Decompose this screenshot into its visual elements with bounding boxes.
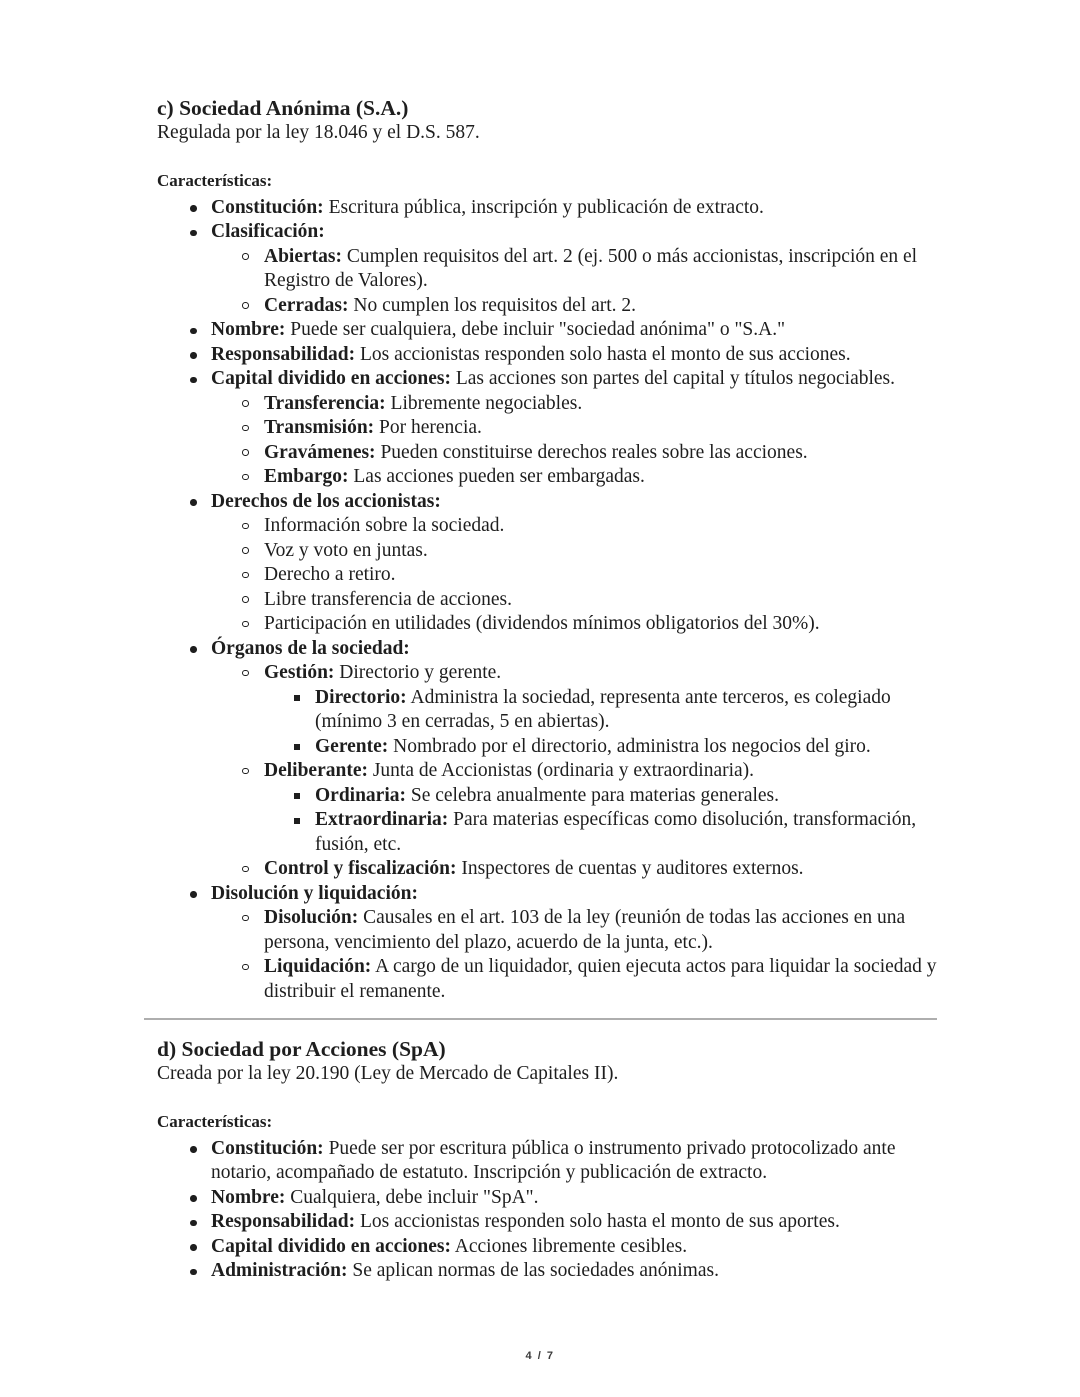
list-item bbox=[157, 416, 937, 441]
bullet-marker bbox=[242, 866, 249, 873]
list-item bbox=[157, 735, 937, 760]
item-text: Por herencia. bbox=[374, 417, 482, 438]
list-item bbox=[157, 637, 937, 662]
bullet-marker bbox=[190, 1269, 197, 1276]
bullet-marker bbox=[242, 572, 249, 579]
bullet-marker bbox=[190, 646, 197, 653]
list-item bbox=[157, 1259, 937, 1284]
bullet-marker bbox=[242, 547, 249, 554]
item-term: Disolución y liquidación: bbox=[211, 882, 418, 904]
list-item bbox=[157, 1235, 937, 1260]
bullet-marker bbox=[190, 1146, 197, 1153]
bullet-marker bbox=[242, 523, 249, 530]
list-item bbox=[157, 906, 937, 955]
list-item bbox=[157, 441, 937, 466]
item-text: Puede ser por escritura pública o instrumento privado protocolizado ante notario, acompañado de estatuto. Inscripción y publicación de extracto. bbox=[211, 1137, 896, 1183]
section-divider bbox=[144, 1018, 937, 1020]
section-subtitle: Regulada por la ley 18.046 y el D.S. 587. bbox=[157, 122, 480, 143]
list-item bbox=[157, 612, 937, 637]
item-term: Ordinaria: bbox=[315, 784, 406, 806]
list-item bbox=[157, 686, 937, 735]
item-term: Capital dividido en acciones: bbox=[211, 368, 451, 389]
bullet-marker bbox=[242, 449, 249, 456]
item-text: Cumplen requisitos del art. 2 (ej. 500 o más accionistas, inscripción en el Registro de Valores). bbox=[264, 245, 918, 291]
bullet-marker bbox=[190, 352, 197, 359]
item-term: Derechos de los accionistas: bbox=[211, 490, 441, 512]
item-term: Extraordinaria: bbox=[315, 809, 449, 830]
item-text: Los accionistas responden solo hasta el monto de sus acciones. bbox=[355, 343, 851, 365]
list-item bbox=[157, 588, 937, 613]
section-title: c) Sociedad Anónima (S.A.) bbox=[157, 96, 409, 120]
item-term: Control y fiscalización: bbox=[264, 858, 457, 879]
list-heading: Características: bbox=[157, 1111, 273, 1131]
item-text: Las acciones pueden ser embargadas. bbox=[348, 466, 645, 487]
item-text: Inspectores de cuentas y auditores externos. bbox=[456, 858, 804, 879]
list-item bbox=[157, 245, 937, 294]
item-term: Clasificación: bbox=[211, 221, 325, 242]
page-number: 4 / 7 bbox=[525, 1350, 555, 1362]
item-term: Abiertas: bbox=[264, 245, 342, 267]
item-text: Administra la sociedad, representa ante terceros, es colegiado (mínimo 3 en cerradas, 5 en abiertas). bbox=[315, 686, 891, 732]
item-term: Capital dividido en acciones: bbox=[211, 1235, 451, 1257]
section-subtitle: Creada por la ley 20.190 (Ley de Mercado de Capitales II). bbox=[157, 1063, 619, 1084]
item-text: Los accionistas responden solo hasta el monto de sus aportes. bbox=[355, 1211, 840, 1232]
item-text: A cargo de un liquidador, quien ejecuta actos para liquidar la sociedad y distribuir el remanente. bbox=[264, 956, 937, 1002]
bullet-list bbox=[157, 196, 937, 1005]
bullet-marker bbox=[242, 474, 249, 481]
item-text: Derecho a retiro. bbox=[264, 564, 396, 585]
list-item bbox=[157, 784, 937, 809]
bullet-marker bbox=[242, 915, 249, 922]
bullet-marker bbox=[190, 328, 197, 335]
item-text: Directorio y gerente. bbox=[334, 662, 502, 683]
item-text: Nombrado por el directorio, administra los negocios del giro. bbox=[388, 735, 871, 757]
bullet-marker bbox=[242, 964, 249, 971]
item-term: Transmisión: bbox=[264, 417, 375, 438]
item-text: Las acciones son partes del capital y títulos negociables. bbox=[450, 368, 896, 389]
item-text: Acciones libremente cesibles. bbox=[450, 1235, 688, 1257]
list-item bbox=[157, 563, 937, 588]
item-term: Responsabilidad: bbox=[211, 343, 356, 365]
bullet-marker bbox=[242, 596, 249, 603]
bullet-marker bbox=[242, 670, 249, 677]
item-term: Constitución: bbox=[211, 1137, 324, 1159]
item-term: Gerente: bbox=[315, 735, 389, 757]
item-text: Libre transferencia de acciones. bbox=[264, 588, 512, 610]
bullet-marker bbox=[294, 793, 300, 799]
item-term: Órganos de la sociedad: bbox=[211, 637, 410, 659]
list-item bbox=[157, 318, 937, 343]
item-text: Para materias específicas como disolución, transformación, fusión, etc. bbox=[315, 809, 917, 855]
list-item bbox=[157, 392, 937, 417]
item-text: No cumplen los requisitos del art. 2. bbox=[348, 294, 637, 316]
section-title: d) Sociedad por Acciones (SpA) bbox=[157, 1037, 446, 1061]
bullet-marker bbox=[190, 1220, 197, 1227]
document-page bbox=[157, 95, 937, 1284]
list-item bbox=[157, 661, 937, 686]
bullet-marker bbox=[294, 818, 300, 824]
bullet-marker bbox=[190, 230, 197, 237]
item-text: Información sobre la sociedad. bbox=[264, 515, 505, 536]
item-term: Deliberante: bbox=[264, 760, 368, 781]
list-item bbox=[157, 367, 937, 392]
item-text: Cualquiera, debe incluir "SpA". bbox=[285, 1186, 539, 1208]
bullet-marker bbox=[242, 302, 249, 309]
bullet-marker bbox=[190, 1195, 197, 1202]
list-item bbox=[157, 857, 937, 882]
list-heading: Características: bbox=[157, 170, 273, 190]
bullet-marker bbox=[242, 621, 249, 628]
item-text: Pueden constituirse derechos reales sobre las acciones. bbox=[375, 441, 808, 463]
bullet-marker bbox=[294, 695, 300, 701]
item-term: Disolución: bbox=[264, 907, 359, 928]
item-term: Embargo: bbox=[264, 466, 349, 487]
list-item bbox=[157, 490, 937, 515]
bullet-marker bbox=[190, 377, 197, 384]
list-item bbox=[157, 1137, 937, 1186]
bullet-marker bbox=[242, 400, 249, 407]
section bbox=[157, 1036, 937, 1284]
item-text: Puede ser cualquiera, debe incluir "sociedad anónima" o "S.A." bbox=[285, 319, 786, 340]
bullet-marker bbox=[242, 768, 249, 775]
list-item bbox=[157, 1210, 937, 1235]
bullet-marker bbox=[190, 499, 197, 506]
item-term: Directorio: bbox=[315, 686, 407, 708]
item-term: Nombre: bbox=[211, 1186, 286, 1208]
item-term: Constitución: bbox=[211, 196, 324, 218]
item-text: Participación en utilidades (dividendos mínimos obligatorios del 30%). bbox=[264, 613, 820, 634]
item-term: Administración: bbox=[211, 1260, 348, 1281]
item-term: Nombre: bbox=[211, 319, 286, 340]
list-item bbox=[157, 1186, 937, 1211]
list-item bbox=[157, 882, 937, 907]
item-term: Gestión: bbox=[264, 662, 335, 683]
sections-container bbox=[157, 95, 937, 1284]
list-item bbox=[157, 514, 937, 539]
bullet-marker bbox=[190, 205, 197, 212]
list-item bbox=[157, 465, 937, 490]
item-term: Cerradas: bbox=[264, 294, 349, 316]
bullet-list bbox=[157, 1137, 937, 1284]
bullet-marker bbox=[190, 1244, 197, 1251]
list-item bbox=[157, 343, 937, 368]
item-text: Junta de Accionistas (ordinaria y extraordinaria). bbox=[367, 760, 755, 781]
list-item bbox=[157, 294, 937, 319]
bullet-marker bbox=[242, 253, 249, 260]
bullet-marker bbox=[294, 744, 300, 750]
item-term: Transferencia: bbox=[264, 392, 386, 414]
list-item bbox=[157, 955, 937, 1004]
item-term: Liquidación: bbox=[264, 956, 372, 977]
list-item bbox=[157, 539, 937, 564]
item-text: Escritura pública, inscripción y publicación de extracto. bbox=[323, 196, 764, 218]
bullet-marker bbox=[242, 425, 249, 432]
section bbox=[157, 95, 937, 1020]
item-term: Responsabilidad: bbox=[211, 1211, 356, 1232]
list-item bbox=[157, 808, 937, 857]
list-item bbox=[157, 759, 937, 784]
item-term: Gravámenes: bbox=[264, 441, 376, 463]
item-text: Se aplican normas de las sociedades anónimas. bbox=[347, 1260, 719, 1281]
item-text: Libremente negociables. bbox=[385, 392, 583, 414]
item-text: Voz y voto en juntas. bbox=[264, 539, 428, 561]
item-text: Causales en el art. 103 de la ley (reunión de todas las acciones en una persona, vencimiento del plazo, acuerdo de la junta, etc.). bbox=[264, 907, 906, 953]
list-item bbox=[157, 220, 937, 245]
list-item bbox=[157, 196, 937, 221]
bullet-marker bbox=[190, 891, 197, 898]
item-text: Se celebra anualmente para materias generales. bbox=[406, 784, 780, 806]
